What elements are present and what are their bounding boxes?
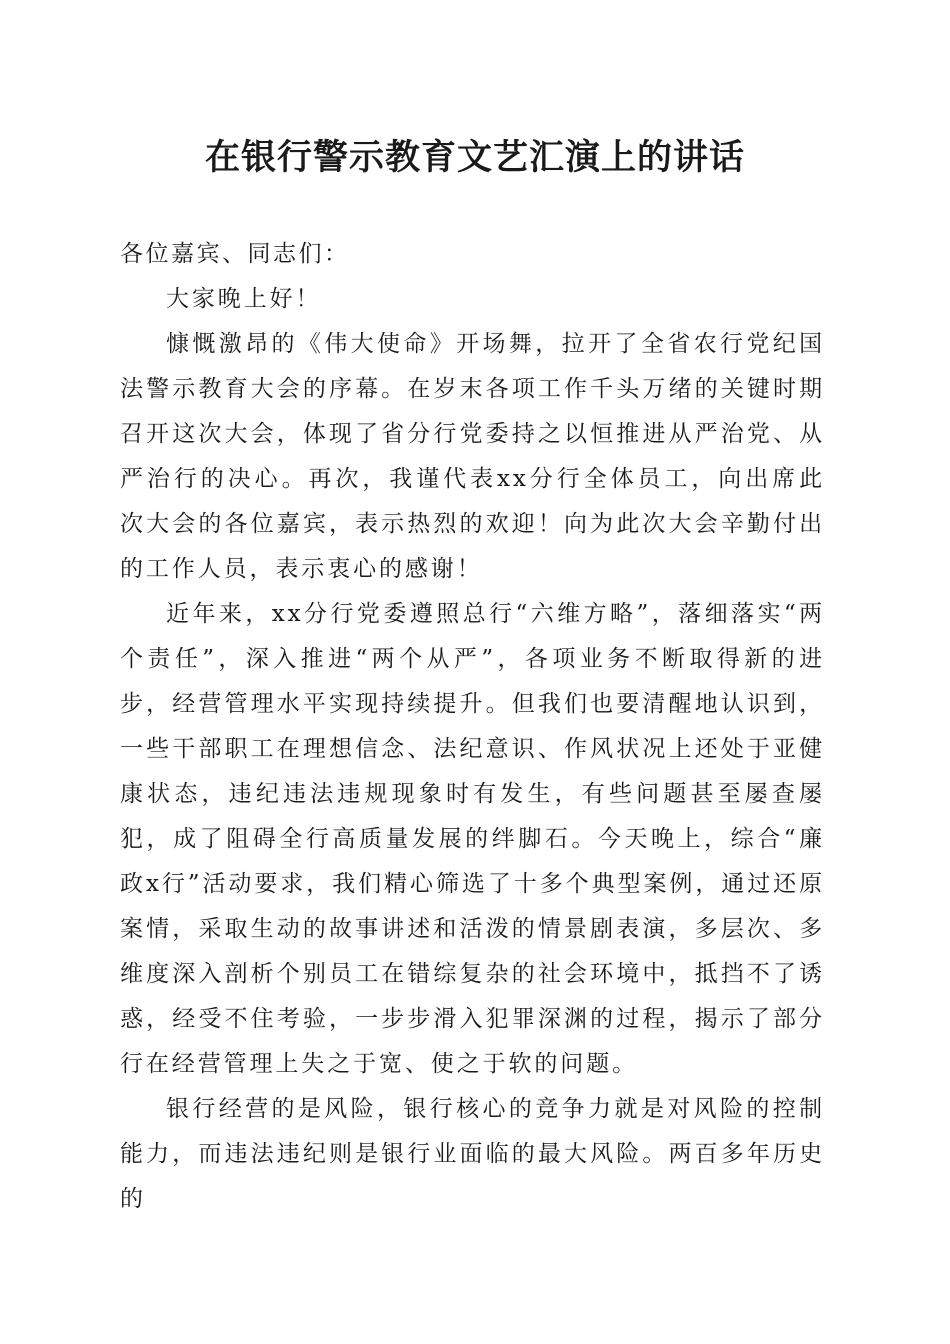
document-title: 在银行警示教育文艺汇演上的讲话 bbox=[204, 137, 745, 178]
document-body bbox=[120, 232, 825, 1222]
greeting: 大家晚上好！ bbox=[166, 286, 322, 312]
salutation: 各位嘉宾、同志们： bbox=[120, 241, 350, 267]
paragraph-risk: 银行经营的是风险，银行核心的竞争力就是对风险的控制能力，而违法违纪则是银行业面临的最大风险。两百多年历史的 bbox=[120, 1096, 825, 1212]
paragraph-opening: 慷慨激昂的《伟大使命》开场舞，拉开了全省农行党纪国法警示教育大会的序幕。在岁末各项工作千头万绪的关键时期召开这次大会，体现了省分行党委持之以恒推进从严治党、从严治行的决心。再次，我谨代表xx分行全体员工，向出席此次大会的各位嘉宾，表示热烈的欢迎！向为此次大会辛勤付出的工作人员，表示衷心的感谢！ bbox=[120, 331, 825, 582]
paragraph-recent-years: 近年来，xx分行党委遵照总行“六维方略”，落细落实“两个责任”，深入推进“两个从严”，各项业务不断取得新的进步，经营管理水平实现持续提升。但我们也要清醒地认识到，一些干部职工在理想信念、法纪意识、作风状况上还处于亚健康状态，违纪违法违规现象时有发生，有些问题甚至屡查屡犯，成了阻碍全行高质量发展的绊脚石。今天晚上，综合“廉政x行”活动要求，我们精心筛选了十多个典型案例，通过还原案情，采取生动的故事讲述和活泼的情景剧表演，多层次、多维度深入剖析个别员工在错综复杂的社会环境中，抵挡不了诱惑，经受不住考验，一步步滑入犯罪深渊的过程，揭示了部分行在经营管理上失之于宽、使之于软的问题。 bbox=[120, 601, 825, 1077]
